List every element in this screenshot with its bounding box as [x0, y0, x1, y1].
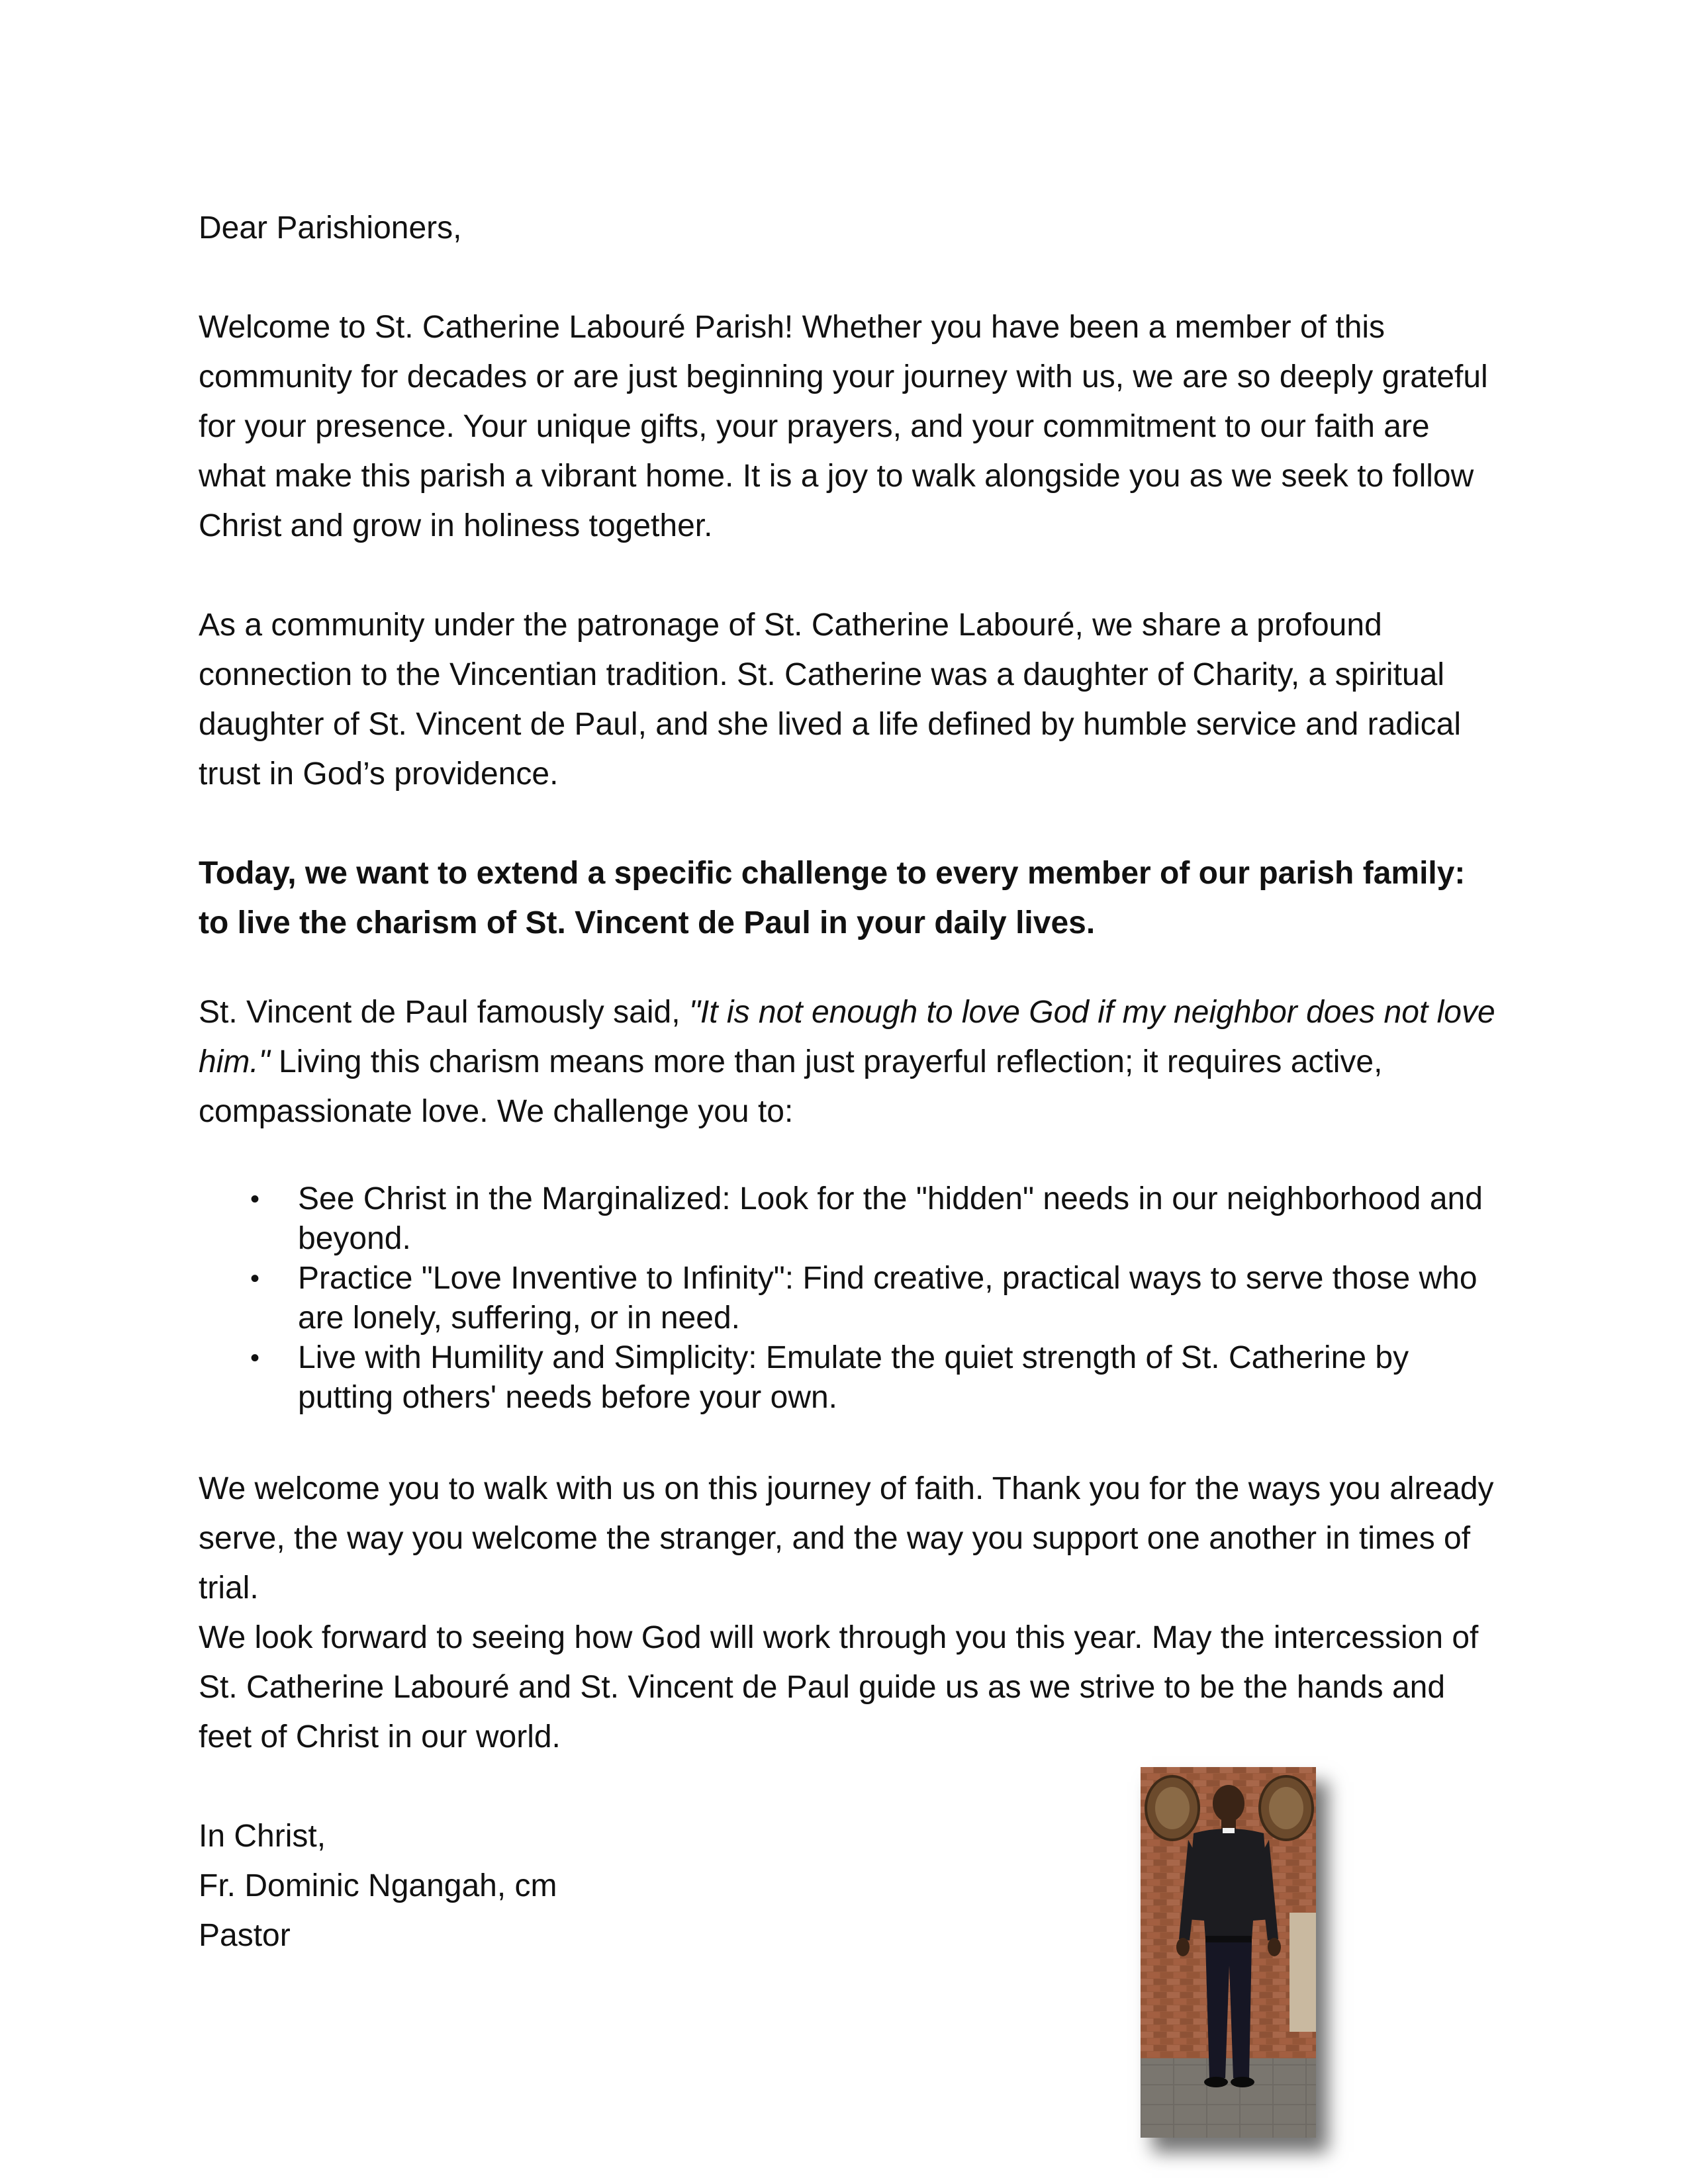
gratitude-paragraph: We welcome you to walk with us on this journey of faith. Thank you for the ways you already serve, the way you welcome the stranger, and the way you support one another in times of trial.: [199, 1471, 1494, 1606]
charism-paragraph: [199, 987, 1496, 1136]
bullet-icon: •: [250, 1343, 260, 1373]
list-item: [199, 1259, 1496, 1338]
signer-name: Fr. Dominic Ngangah, cm: [199, 1868, 557, 1903]
signer-title: Pastor: [199, 1918, 291, 1953]
list-item-text: Live with Humility and Simplicity: Emulate the quiet strength of St. Catherine by putting others' needs before your own.: [298, 1340, 1409, 1415]
charism-intro: St. Vincent de Paul famously said,: [199, 995, 689, 1030]
challenge-paragraph: Today, we want to extend a specific challenge to every member of our parish family: to live the charism of St. Vincent de Paul in your daily lives.: [199, 856, 1466, 940]
bullet-icon: •: [250, 1264, 260, 1293]
salutation: Dear Parishioners,: [199, 210, 462, 246]
welcome-paragraph: Welcome to St. Catherine Labouré Parish! Whether you have been a member of this community for decades or are just beginning your journey with us, we are so deeply grateful for your presence. Your unique gifts, your prayers, and your commitment to our faith are what make this parish a vibrant home. It is a joy to walk alongside you as we seek to follow Christ and grow in holiness together.: [199, 310, 1488, 543]
challenge-list: [199, 1179, 1496, 1418]
signature-block: [199, 1811, 557, 1960]
blessing-paragraph: We look forward to seeing how God will work through you this year. May the intercession of St. Catherine Labouré and St. Vincent de Paul guide us as we strive to be the hands and feet of Christ in our world.: [199, 1620, 1479, 1754]
vincent-quote: "It is not enough to love God if my neighbor does not love him.": [199, 995, 1495, 1079]
list-item-text: Practice "Love Inventive to Infinity": Find creative, practical ways to serve those who are lonely, suffering, or in need.: [298, 1261, 1477, 1336]
pastor-photo: [1141, 1767, 1316, 2138]
closing-line: In Christ,: [199, 1819, 326, 1854]
list-item: [199, 1338, 1496, 1418]
bullet-icon: •: [250, 1185, 260, 1214]
list-item-text: See Christ in the Marginalized: Look for the "hidden" needs in our neighborhood and beyond.: [298, 1181, 1483, 1256]
charism-rest: Living this charism means more than just prayerful reflection; it requires active, compassionate love. We challenge you to:: [199, 1044, 1383, 1129]
list-item: [199, 1179, 1496, 1259]
patronage-paragraph: As a community under the patronage of St. Catherine Labouré, we share a profound connection to the Vincentian tradition. St. Catherine was a daughter of Charity, a spiritual daughter of St. Vincent de Paul, and she lived a life defined by humble service and radical trust in God’s providence.: [199, 608, 1461, 792]
